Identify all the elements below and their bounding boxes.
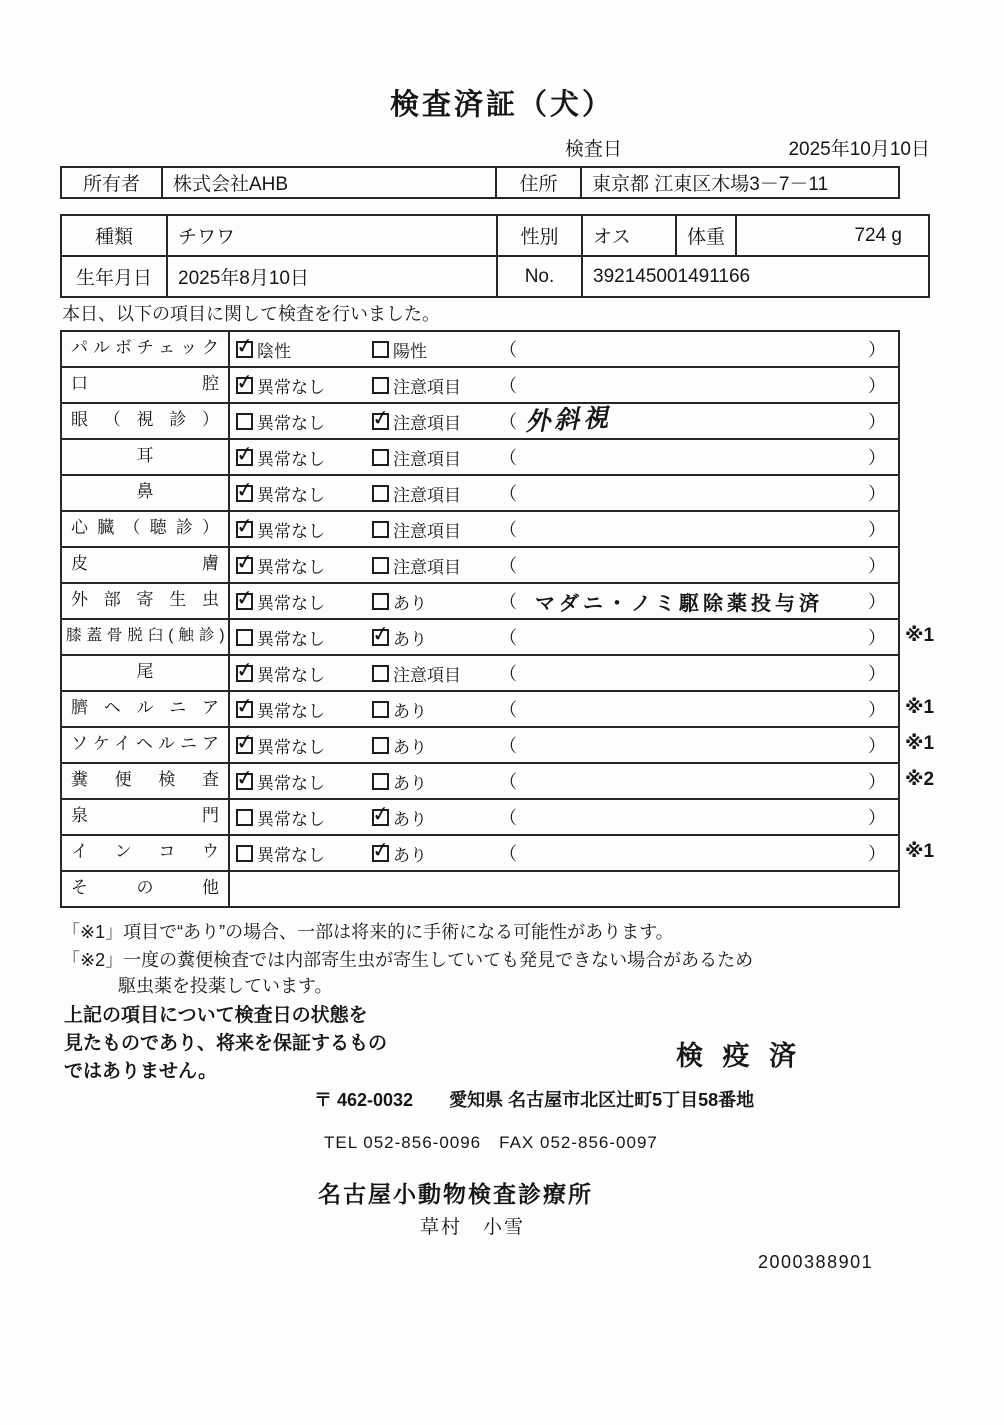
owner-label: 所有者 (82, 174, 140, 195)
option2-label: あり (393, 773, 427, 793)
checkbox-present (372, 737, 389, 754)
row-label: 臍ヘルニア (62, 692, 230, 726)
paren-close: ） (868, 772, 886, 792)
option2-label: 陽性 (393, 341, 427, 361)
disclaimer-line1: 上記の項目について検査日の状態を (64, 1005, 368, 1026)
footnote-mark: ※1 (905, 733, 935, 754)
option1-label: 異常なし (257, 737, 325, 757)
quarantine-stamp: 検 疫 済 (676, 1041, 803, 1071)
checkbox-normal (236, 377, 253, 394)
row-label: 皮膚 (62, 548, 230, 582)
footnote-1: 「※1」項目で“あり”の場合、一部は将来的に手術になる可能性があります。 (62, 922, 674, 942)
checkbox-normal (236, 665, 253, 682)
disclaimer-line2: 見たものであり、将来を保証するもの (64, 1033, 388, 1054)
row-label: 外部寄生虫 (62, 584, 230, 618)
row-inguinal-hernia (62, 726, 935, 762)
row-label: 眼（視診） (62, 404, 230, 438)
option2-label: あり (393, 629, 427, 649)
option2-label: あり (393, 809, 427, 829)
checkbox-present (372, 629, 389, 646)
checkbox-present (372, 701, 389, 718)
checkbox-present (372, 773, 389, 790)
pet-table (60, 214, 930, 298)
paren-open: （ (499, 448, 517, 468)
checkbox-present (372, 845, 389, 862)
paren-close: ） (868, 448, 886, 468)
clinic-tel-fax: TEL 052-856-0096 FAX 052-856-0097 (324, 1133, 658, 1152)
checkbox-present (372, 593, 389, 610)
option1-label: 異常なし (257, 593, 325, 613)
owner-value: 株式会社AHB (161, 168, 495, 197)
checkbox-normal (236, 413, 253, 430)
row-fontanelle (62, 798, 898, 834)
inspection-date-row (565, 134, 930, 161)
inspection-date-value: 2025年10月10日 (788, 139, 930, 160)
paren-close: ） (868, 340, 886, 360)
inspection-table (60, 330, 935, 908)
checkbox-caution (372, 521, 389, 538)
paren-open: （ (499, 376, 517, 396)
row-skin (62, 546, 898, 582)
checkbox-caution (372, 557, 389, 574)
paren-close: ） (868, 700, 886, 720)
row-label: 鼻 (62, 476, 230, 510)
option1-label: 異常なし (257, 629, 325, 649)
address-value: 東京都 江東区木場3－7－11 (580, 168, 898, 197)
number-label: No. (496, 257, 581, 296)
paren-close: ） (868, 628, 886, 648)
option1-label: 陰性 (257, 341, 291, 361)
row-ear (62, 438, 898, 474)
disclaimer-line3: ではありません。 (64, 1061, 218, 1082)
sex-value: オス (581, 216, 675, 255)
checkbox-normal (236, 449, 253, 466)
checkbox-normal (236, 773, 253, 790)
row-label: パルボチェック (62, 332, 230, 366)
paren-open: （ (499, 592, 517, 612)
pet-row-2 (62, 255, 928, 296)
address-label: 住所 (495, 168, 580, 197)
row-label: インコウ (62, 836, 230, 870)
checkbox-caution (372, 665, 389, 682)
checkbox-positive (372, 341, 389, 358)
paren-open: （ (499, 556, 517, 576)
checkbox-normal (236, 701, 253, 718)
option2-label: あり (393, 845, 427, 865)
number-value: 392145001491166 (581, 257, 928, 296)
inspection-date-label: 検査日 (565, 139, 623, 160)
option2-label: 注意項目 (393, 449, 461, 469)
sex-label: 性別 (496, 216, 581, 255)
row-oral (62, 366, 898, 402)
option2-label: 注意項目 (393, 413, 461, 433)
checkbox-present (372, 809, 389, 826)
paren-close: ） (868, 808, 886, 828)
paren-open: （ (499, 628, 517, 648)
checkbox-normal (236, 593, 253, 610)
handwritten-note: 外斜視 (524, 402, 613, 437)
birthdate-value: 2025年8月10日 (166, 257, 496, 296)
checkbox-normal (236, 485, 253, 502)
checkbox-caution (372, 377, 389, 394)
paren-close: ） (868, 844, 886, 864)
row-label: 口腔 (62, 368, 230, 402)
paren-close: ） (868, 664, 886, 684)
option1-label: 異常なし (257, 845, 325, 865)
option1-label: 異常なし (257, 773, 325, 793)
option1-label: 異常なし (257, 665, 325, 685)
paren-open: （ (499, 412, 517, 432)
row-ectoparasite (62, 582, 898, 618)
row-other (62, 870, 898, 906)
paren-open: （ (499, 340, 517, 360)
row-label: 糞便検査 (62, 764, 230, 798)
footnote-2-line2: 駆虫薬を投薬しています。 (118, 976, 333, 996)
species-value: チワワ (166, 216, 496, 255)
checkbox-normal (236, 809, 253, 826)
checkbox-normal (236, 629, 253, 646)
checkbox-negative (236, 341, 253, 358)
document-serial-number: 2000388901 (758, 1252, 874, 1272)
row-umbilical-hernia (62, 690, 935, 726)
treatment-note: マダニ・ノミ駆除薬投与済 (535, 592, 823, 615)
checkbox-normal (236, 521, 253, 538)
option2-label: 注意項目 (393, 377, 461, 397)
checkbox-caution (372, 485, 389, 502)
certificate-title: 検査済証（犬） (389, 89, 614, 121)
row-inkou (62, 834, 935, 870)
option1-label: 異常なし (257, 413, 325, 433)
paren-open: （ (499, 664, 517, 684)
row-heart (62, 510, 898, 546)
clinic-name: 名古屋小動物検査診療所 (318, 1181, 593, 1207)
birthdate-label: 生年月日 (75, 268, 152, 289)
row-label: 耳 (62, 440, 230, 474)
row-label: 泉門 (62, 800, 230, 834)
option1-label: 異常なし (257, 701, 325, 721)
footnote-mark: ※1 (905, 625, 935, 646)
weight-label: 体重 (675, 216, 735, 255)
paren-open: （ (499, 520, 517, 540)
paren-open: （ (499, 484, 517, 504)
paren-close: ） (868, 592, 886, 612)
paren-open: （ (499, 808, 517, 828)
option1-label: 異常なし (257, 809, 325, 829)
clinic-postal-address: 〒 462-0032 愛知県 名古屋市北区辻町5丁目58番地 (314, 1090, 755, 1110)
option1-label: 異常なし (257, 557, 325, 577)
footnote-mark: ※2 (905, 769, 935, 790)
intro-text: 本日、以下の項目に関して検査を行いました。 (62, 304, 440, 324)
checkbox-caution (372, 413, 389, 430)
option1-label: 異常なし (257, 521, 325, 541)
option2-label: 注意項目 (393, 665, 461, 685)
row-nose (62, 474, 898, 510)
footnote-mark: ※1 (905, 697, 935, 718)
paren-open: （ (499, 736, 517, 756)
row-patella (62, 618, 935, 654)
species-label: 種類 (94, 227, 133, 248)
row-tail (62, 654, 898, 690)
row-fecal-exam (62, 762, 935, 798)
option2-label: あり (393, 737, 427, 757)
pet-row-1 (62, 216, 928, 255)
option2-label: 注意項目 (393, 521, 461, 541)
row-label: 尾 (62, 656, 230, 690)
row-eye (62, 402, 898, 438)
footnote-2-line1: 「※2」一度の糞便検査では内部寄生虫が寄生していても発見できない場合があるため (62, 950, 754, 970)
option2-label: 注意項目 (393, 557, 461, 577)
option2-label: あり (393, 701, 427, 721)
footnote-mark: ※1 (905, 841, 935, 862)
option2-label: 注意項目 (393, 485, 461, 505)
weight-value: 724 g (735, 216, 928, 255)
disclaimer (64, 1002, 387, 1086)
paren-open: （ (499, 700, 517, 720)
paren-close: ） (868, 520, 886, 540)
paren-open: （ (499, 844, 517, 864)
row-label: ソケイヘルニア (62, 728, 230, 762)
row-label: 膝蓋骨脱臼(触診) (62, 620, 230, 654)
checkbox-normal (236, 845, 253, 862)
paren-close: ） (868, 484, 886, 504)
owner-table (60, 166, 900, 199)
paren-close: ） (868, 376, 886, 396)
paren-close: ） (868, 412, 886, 432)
checkbox-normal (236, 737, 253, 754)
row-label: その他 (62, 872, 230, 906)
checkbox-normal (236, 557, 253, 574)
examiner-name: 草村 小雪 (420, 1217, 526, 1238)
option1-label: 異常なし (257, 377, 325, 397)
option2-label: あり (393, 593, 427, 613)
paren-open: （ (499, 772, 517, 792)
row-parvo (62, 332, 898, 366)
row-label: 心臓（聴診） (62, 512, 230, 546)
paren-close: ） (868, 556, 886, 576)
option1-label: 異常なし (257, 449, 325, 469)
checkbox-caution (372, 449, 389, 466)
option1-label: 異常なし (257, 485, 325, 505)
paren-close: ） (868, 736, 886, 756)
